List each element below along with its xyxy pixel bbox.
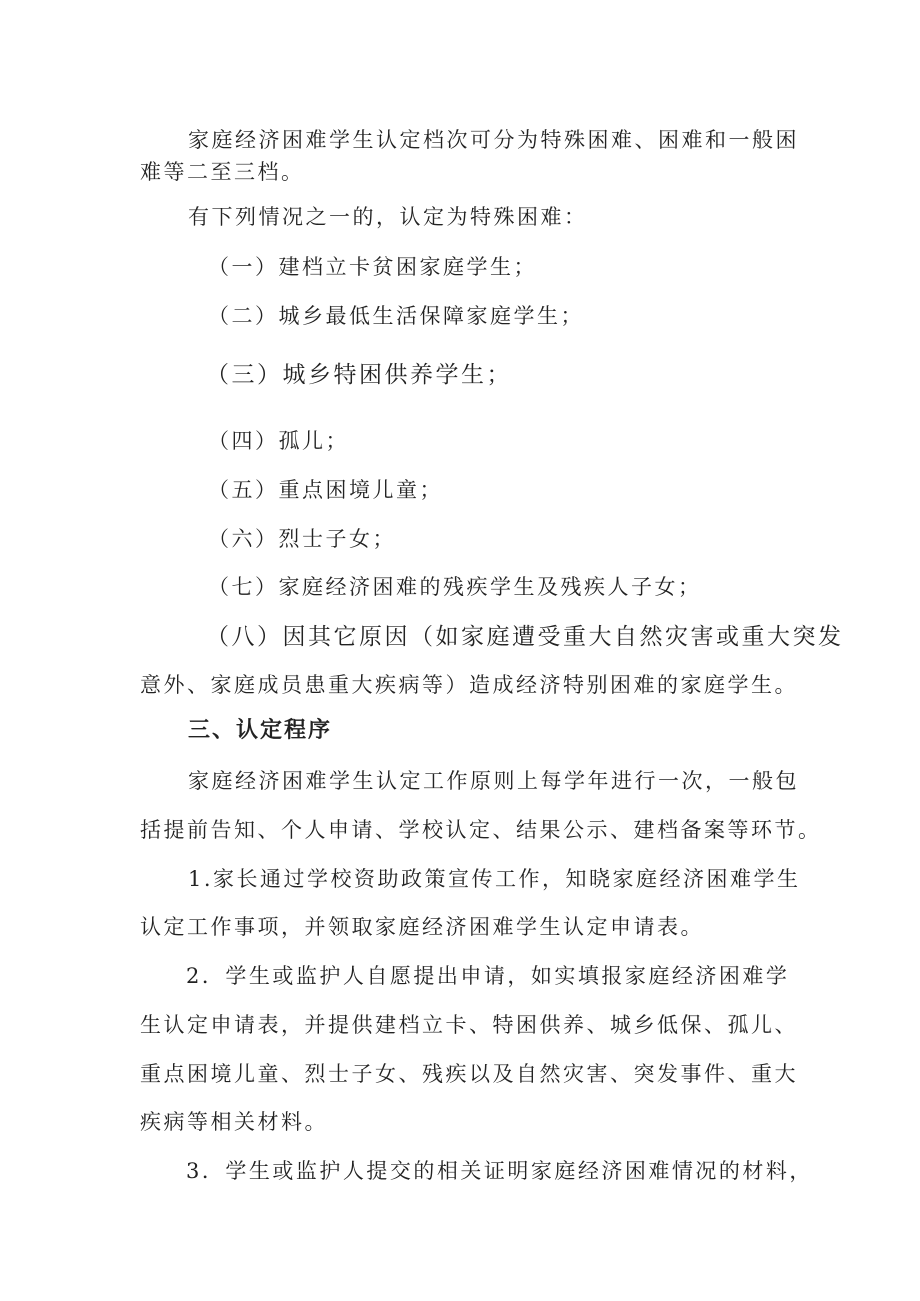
procedure-intro-line-1: 家庭经济困难学生认定工作原则上每学年进行一次，一般包 [188, 769, 799, 793]
list-item: （七）家庭经济困难的残疾学生及残疾人子女； [208, 575, 702, 599]
list-item: （三）城乡特困供养学生； [206, 362, 512, 388]
step-2-line-4: 疾病等相关材料。 [140, 1110, 328, 1134]
step-3-line-1: 3．学生或监护人提交的相关证明家庭经济困难情况的材料， [186, 1159, 813, 1183]
step-1-line-1: 1.家长通过学校资助政策宣传工作，知晓家庭经济困难学生 [188, 867, 801, 891]
section-heading: 三、认定程序 [188, 718, 333, 743]
step-2-line-3: 重点困境儿童、烈士子女、残疾以及自然灾害、突发事件、重大 [140, 1062, 798, 1086]
special-difficulty-lead: 有下列情况之一的，认定为特殊困难： [188, 205, 588, 229]
step-2-line-2: 生认定申请表，并提供建档立卡、特困供养、城乡低保、孤儿、 [140, 1013, 798, 1037]
procedure-intro-line-2: 括提前告知、个人申请、学校认定、结果公示、建档备案等环节。 [140, 818, 822, 842]
step-2-line-1: 2．学生或监护人自愿提出申请，如实填报家庭经济困难学 [186, 964, 790, 988]
intro-line-1: 家庭经济困难学生认定档次可分为特殊困难、困难和一般困 [188, 128, 799, 152]
list-item-continuation: 意外、家庭成员患重大疾病等）造成经济特别困难的家庭学生。 [140, 673, 798, 697]
intro-line-2: 难等二至三档。 [140, 160, 305, 184]
list-item: （八）因其它原因（如家庭遭受重大自然灾害或重大突发 [206, 624, 844, 650]
list-item: （五）重点困境儿童； [208, 478, 443, 502]
list-item: （二）城乡最低生活保障家庭学生； [208, 304, 584, 328]
list-item: （四）孤儿； [208, 429, 349, 453]
step-1-line-2: 认定工作事项，并领取家庭经济困难学生认定申请表。 [140, 915, 704, 939]
list-item: （六）烈士子女； [208, 527, 396, 551]
list-item: （一）建档立卡贫困家庭学生； [208, 255, 537, 279]
